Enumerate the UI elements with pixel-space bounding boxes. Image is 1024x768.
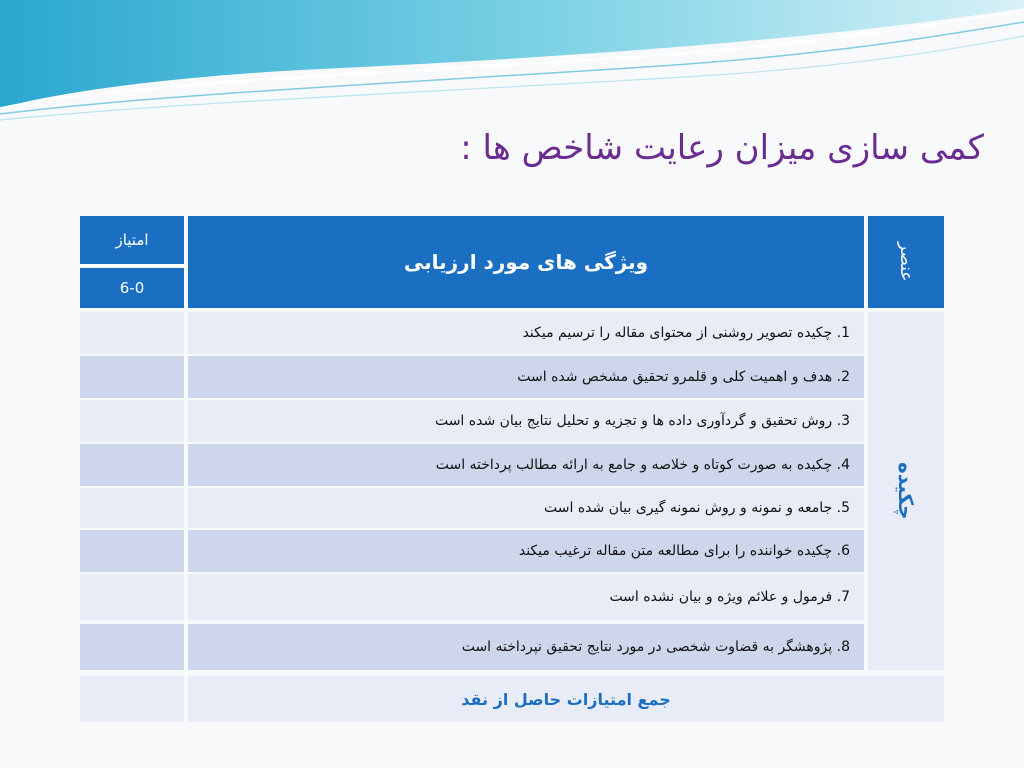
score-cell-2[interactable]	[80, 356, 184, 398]
criteria-text-4: 4. چکیده به صورت کوتاه و خلاصه و جامع به ارائه مطالب پرداخته است	[435, 457, 850, 473]
element-name-cell	[868, 312, 944, 670]
score-cell-1[interactable]	[80, 312, 184, 354]
criteria-row-8	[188, 624, 864, 670]
element-header	[868, 216, 944, 308]
score-cell-6[interactable]	[80, 530, 184, 572]
score-cell-3[interactable]	[80, 400, 184, 442]
criteria-text-6: 6. چکیده خواننده را برای مطالعه متن مقاله ترغیب میکند	[518, 543, 850, 559]
total-score-cell[interactable]	[80, 676, 184, 722]
score-header-label	[80, 216, 184, 266]
element-name-text: چکیده	[894, 462, 918, 520]
criteria-text-3: 3. روش تحقیق و گردآوری داده ها و تجزیه و تحلیل نتایج بیان شده است	[434, 413, 850, 429]
criteria-row-6	[188, 530, 864, 572]
features-header	[188, 216, 864, 308]
criteria-text-5: 5. جامعه و نمونه و روش نمونه گیری بیان شده است	[544, 500, 850, 516]
criteria-row-4	[188, 444, 864, 486]
total-label-cell	[188, 676, 944, 722]
element-header-text: عنصر	[896, 242, 916, 282]
header-wave-decoration	[0, 0, 1024, 130]
score-range-text: 6-0	[119, 279, 145, 297]
score-cell-5[interactable]	[80, 488, 184, 528]
slide-title: کمی سازی میزان رعایت شاخص ها :	[460, 128, 984, 168]
score-header-text: امتیاز	[115, 231, 149, 249]
criteria-row-5	[188, 488, 864, 528]
features-header-text: ویژگی های مورد ارزیابی	[403, 250, 649, 274]
criteria-text-7: 7. فرمول و علائم ویژه و بیان نشده است	[609, 589, 850, 605]
criteria-text-1: 1. چکیده تصویر روشنی از محتوای مقاله را ترسیم میکند	[522, 325, 850, 341]
criteria-text-2: 2. هدف و اهمیت کلی و قلمرو تحقیق مشخص شده است	[517, 369, 850, 385]
evaluation-table	[80, 214, 944, 724]
score-range-cell	[80, 268, 184, 308]
criteria-row-7	[188, 574, 864, 620]
criteria-text-8: 8. پژوهشگر به قضاوت شخصی در مورد نتایج تحقیق نپرداخته است	[461, 639, 850, 655]
criteria-row-3	[188, 400, 864, 442]
criteria-row-2	[188, 356, 864, 398]
score-cell-4[interactable]	[80, 444, 184, 486]
score-cell-7[interactable]	[80, 574, 184, 620]
total-label-text: جمع امتیازات حاصل از نقد	[461, 689, 671, 709]
criteria-row-1	[188, 312, 864, 354]
score-cell-8[interactable]	[80, 624, 184, 670]
